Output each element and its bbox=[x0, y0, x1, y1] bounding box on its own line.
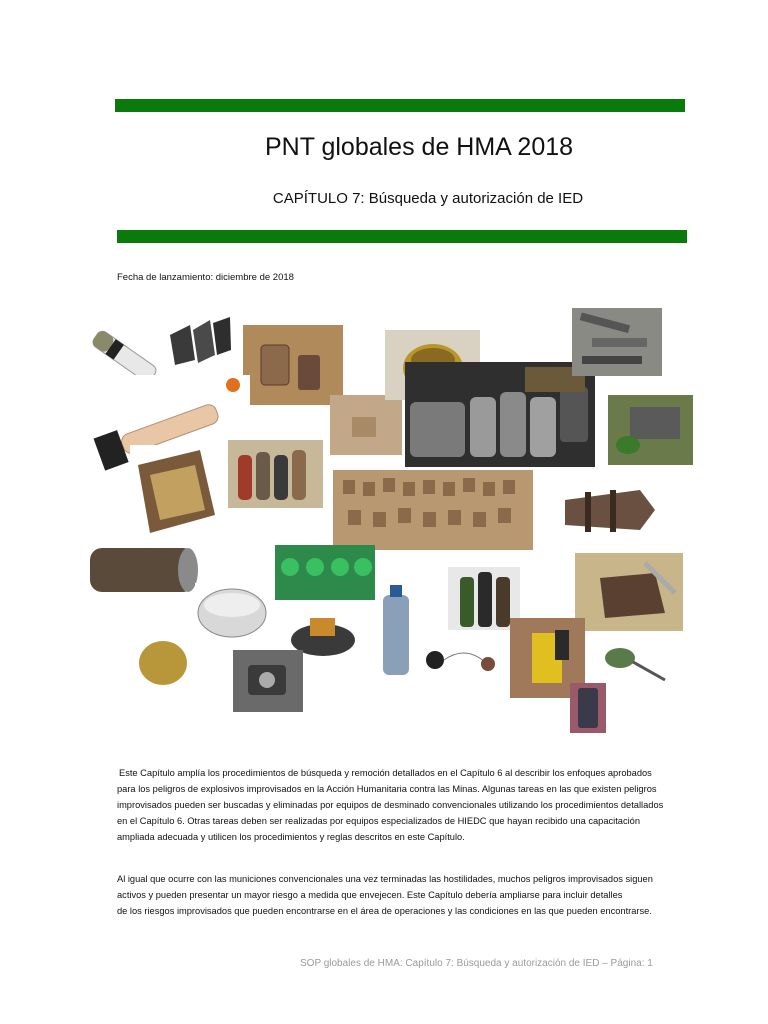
pipe-bombs-photo bbox=[228, 440, 323, 508]
top-green-rule bbox=[115, 99, 685, 112]
mobile-phone-trigger-photo bbox=[570, 683, 606, 733]
recovered-devices-field-photo bbox=[333, 470, 533, 550]
ied-photo-collage bbox=[80, 300, 695, 740]
buried-device-photo bbox=[243, 325, 343, 405]
paragraph-line: Al igual que ocurre con las municiones convencionales una vez terminadas las hostilidades, muchos peligros improvisados siguen bbox=[117, 874, 653, 884]
plastic-bottle-photo bbox=[375, 565, 417, 680]
green-mines-photo bbox=[275, 545, 375, 600]
mortar-round-photo bbox=[595, 640, 675, 690]
rusted-canister-photo bbox=[80, 540, 205, 600]
page-footer: SOP globales de HMA: Capítulo 7: Búsqueda y autorización de IED – Página: 1 bbox=[300, 958, 653, 969]
body-paragraph-2 bbox=[117, 871, 677, 919]
paragraph-line: para los peligros de explosivos improvisados en la Acción Humanitaria contra las Minas. Algunas tareas en las que existen peligros bbox=[117, 784, 657, 794]
paragraph-line: activos y pueden presentar un mayor riesgo a medida que envejecen. Este Capítulo debería ampliarse para incluir detalles bbox=[117, 890, 623, 900]
munitions-pile-photo bbox=[572, 308, 662, 376]
paragraph-line: de los riesgos improvisados que pueden encontrarse en el área de operaciones y las condiciones en las que pueden encontrarse. bbox=[117, 906, 652, 916]
electronic-switch-photo bbox=[233, 650, 303, 712]
sack-device-photo bbox=[135, 635, 210, 690]
body-paragraph-1 bbox=[117, 765, 677, 845]
sandy-ground-photo bbox=[330, 395, 402, 455]
document-title: PNT globales de HMA 2018 bbox=[264, 133, 574, 161]
dark-devices-photo bbox=[165, 305, 235, 375]
release-date: Fecha de lanzamiento: diciembre de 2018 bbox=[117, 272, 294, 283]
paragraph-line: ampliada adecuada y utilicen los procedimientos y reglas descritos en este Capítulo. bbox=[117, 832, 465, 842]
bottom-green-rule bbox=[117, 230, 687, 243]
metal-frame-device-photo bbox=[575, 553, 683, 631]
box-device-photo bbox=[608, 395, 693, 465]
bound-shells-photo bbox=[560, 480, 660, 540]
detonator-wires-photo bbox=[420, 640, 500, 680]
paragraph-line: Este Capítulo amplía los procedimientos de búsqueda y remoción detallados en el Capítulo 6 al describir los enfoques aprobados bbox=[119, 768, 652, 778]
paragraph-line: en el Capítulo 6. Otras tareas deben ser realizadas por equipos especializados de HIEDC que hayan recibido una capacitación bbox=[117, 816, 641, 826]
cylinders-wiring-photo bbox=[405, 362, 595, 467]
wrapped-bundle-photo bbox=[130, 445, 220, 540]
paragraph-line: improvisados pueden ser buscadas y eliminadas por equipos de desminado convencionales utilizando los procedimientos detallados bbox=[117, 800, 664, 810]
chapter-heading: CAPÍTULO 7: Búsqueda y autorización de IED bbox=[272, 190, 584, 207]
